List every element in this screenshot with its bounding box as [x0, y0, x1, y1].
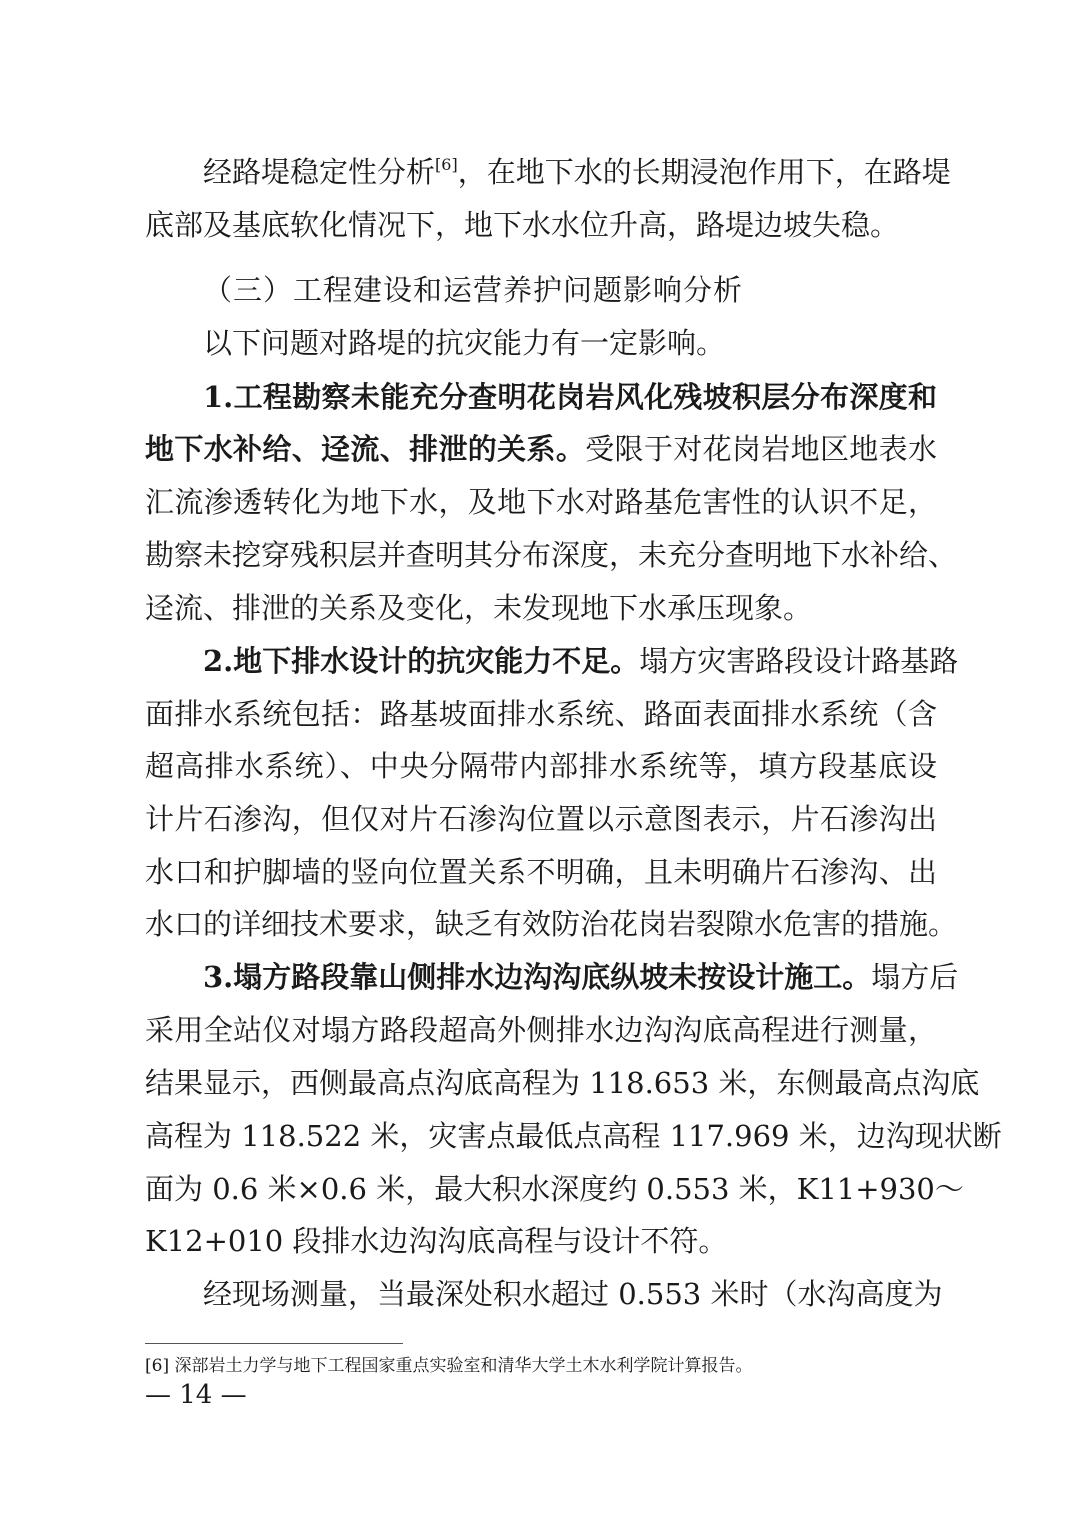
item-heading: 2.地下排水设计的抗灾能力不足。 [203, 644, 640, 678]
footnote-divider [145, 1343, 403, 1344]
body-line: 勘察未挖穿残积层并查明其分布深度，未充分查明地下水补给、 [145, 538, 958, 572]
body-line: 3.塌方路段靠山侧排水边沟沟底纵坡未按设计施工。塌方后 [203, 960, 959, 994]
item-heading: 地下水补给、迳流、排泄的关系。 [145, 432, 586, 466]
body-line: 底部及基底软化情况下，地下水水位升高，路堤边坡失稳。 [145, 208, 900, 242]
footnote-ref[interactable]: [6] [435, 155, 458, 174]
body-line: 以下问题对路堤的抗灾能力有一定影响。 [203, 326, 726, 360]
body-line: 迳流、排泄的关系及变化，未发现地下水承压现象。 [145, 591, 813, 625]
item-heading: 1.工程勘察未能充分查明花岗岩风化残坡积层分布深度和 [203, 380, 937, 414]
body-line: 超高排水系统）、中央分隔带内部排水系统等，填方段基底设 [145, 749, 937, 783]
body-line: 水口和护脚墙的竖向位置关系不明确，且未明确片石渗沟、出 [145, 855, 937, 889]
body-line: 结果显示，西侧最高点沟底高程为 118.653 米，东侧最高点沟底 [145, 1066, 980, 1100]
page-number: — 14 — [145, 1380, 247, 1410]
section-heading: （三）工程建设和运营养护问题影响分析 [203, 273, 744, 307]
body-line: 面为 0.6 米×0.6 米，最大积水深度约 0.553 米，K11+930～ [145, 1172, 964, 1206]
body-line: 2.地下排水设计的抗灾能力不足。塌方灾害路段设计路基路 [203, 644, 959, 678]
body-line: K12+010 段排水边沟沟底高程与设计不符。 [145, 1224, 728, 1258]
body-line: 采用全站仪对塌方路段超高外侧排水边沟沟底高程进行测量， [145, 1013, 937, 1047]
body-line: 经路堤稳定性分析[6]，在地下水的长期浸泡作用下，在路堤 [203, 155, 951, 189]
footnote: [6] 深部岩土力学与地下工程国家重点实验室和清华大学土木水利学院计算报告。 [145, 1356, 753, 1376]
body-line: 水口的详细技术要求，缺乏有效防治花岗岩裂隙水危害的措施。 [145, 907, 958, 941]
body-line: 高程为 118.522 米，灾害点最低点高程 117.969 米，边沟现状断 [145, 1119, 1002, 1153]
item-heading: 3.塌方路段靠山侧排水边沟沟底纵坡未按设计施工。 [203, 960, 872, 994]
body-line: 计片石渗沟，但仅对片石渗沟位置以示意图表示，片石渗沟出 [145, 802, 937, 836]
body-line: 地下水补给、迳流、排泄的关系。受限于对花岗岩地区地表水 [145, 432, 937, 466]
body-line: 面排水系统包括：路基坡面排水系统、路面表面排水系统（含 [145, 697, 937, 731]
body-line: 经现场测量，当最深处积水超过 0.553 米时（水沟高度为 [203, 1277, 943, 1311]
body-line: 汇流渗透转化为地下水，及地下水对路基危害性的认识不足， [145, 485, 937, 519]
